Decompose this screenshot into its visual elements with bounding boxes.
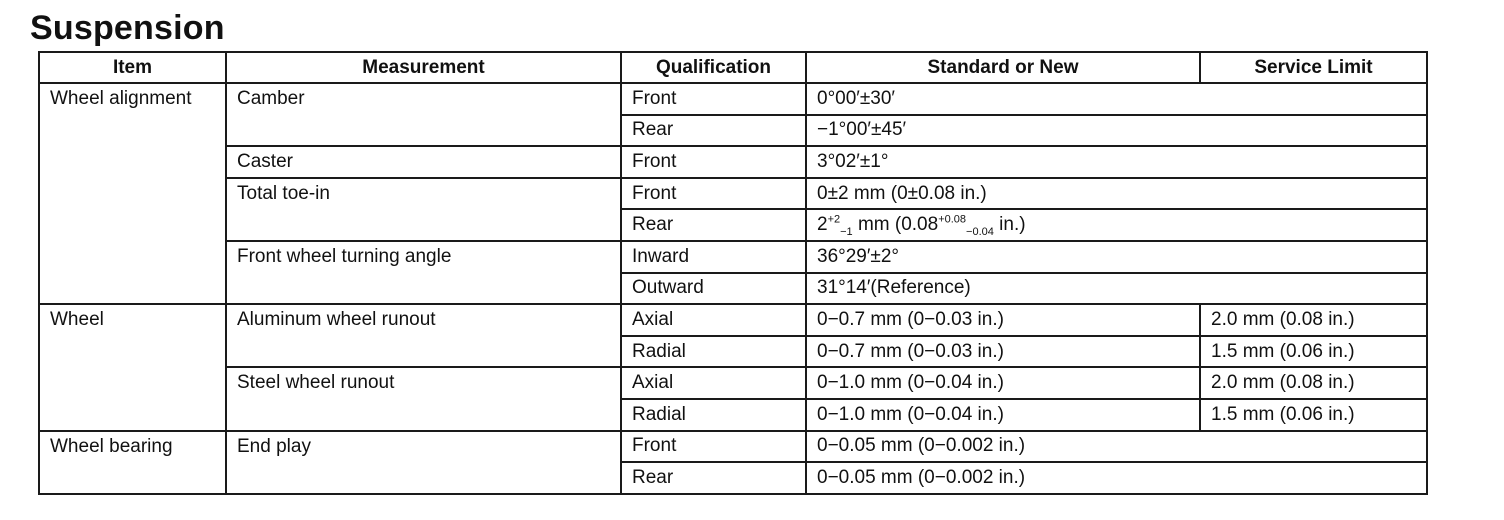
- qualification-cell: Inward: [621, 241, 806, 273]
- measurement-cell: Front wheel turning angle: [226, 241, 621, 304]
- toe-in-rear-base: 2: [817, 214, 828, 236]
- measurement-cell: Aluminum wheel runout: [226, 304, 621, 367]
- standard-cell: 0±2 mm (0±0.08 in.): [806, 178, 1427, 210]
- header-standard: Standard or New: [806, 52, 1200, 83]
- service-limit-cell: 1.5 mm (0.06 in.): [1200, 399, 1427, 431]
- header-service-limit: Service Limit: [1200, 52, 1427, 83]
- measurement-cell: Steel wheel runout: [226, 367, 621, 430]
- standard-cell: 0°00′±30′: [806, 83, 1427, 115]
- standard-cell: 0−0.7 mm (0−0.03 in.): [806, 304, 1200, 336]
- table-row: [39, 367, 1427, 399]
- standard-cell: [806, 209, 1427, 241]
- qualification-cell: Front: [621, 146, 806, 178]
- standard-cell: 0−1.0 mm (0−0.04 in.): [806, 399, 1200, 431]
- service-limit-cell: 1.5 mm (0.06 in.): [1200, 336, 1427, 368]
- standard-cell: 3°02′±1°: [806, 146, 1427, 178]
- standard-cell: 36°29′±2°: [806, 241, 1427, 273]
- qualification-cell: Radial: [621, 336, 806, 368]
- table-row: [39, 304, 1427, 336]
- table-header-row: [39, 52, 1427, 83]
- toe-in-rear-sub2: −0.04: [966, 225, 994, 238]
- qualification-cell: Axial: [621, 367, 806, 399]
- qualification-cell: Front: [621, 83, 806, 115]
- qualification-cell: Front: [621, 178, 806, 210]
- service-limit-cell: 2.0 mm (0.08 in.): [1200, 367, 1427, 399]
- qualification-cell: Radial: [621, 399, 806, 431]
- toe-in-rear-sup: +2: [827, 213, 841, 226]
- item-cell: Wheel bearing: [39, 431, 226, 494]
- qualification-cell: Rear: [621, 462, 806, 494]
- standard-cell: 0−1.0 mm (0−0.04 in.): [806, 367, 1200, 399]
- toe-in-rear-sub: −1: [840, 225, 853, 238]
- table-row: [39, 178, 1427, 210]
- qualification-cell: Front: [621, 431, 806, 463]
- toe-in-rear-mid: mm (0.08: [852, 214, 939, 236]
- table-row: [39, 431, 1427, 463]
- item-cell: Wheel: [39, 304, 226, 430]
- measurement-cell: Total toe-in: [226, 178, 621, 241]
- header-item: Item: [39, 52, 226, 83]
- measurement-cell: Caster: [226, 146, 621, 178]
- qualification-cell: Rear: [621, 209, 806, 241]
- page-title: Suspension: [30, 9, 225, 47]
- table-row: [39, 83, 1427, 115]
- standard-cell: 31°14′(Reference): [806, 273, 1427, 305]
- measurement-cell: Camber: [226, 83, 621, 146]
- table-row: [39, 241, 1427, 273]
- standard-cell: 0−0.05 mm (0−0.002 in.): [806, 431, 1427, 463]
- header-measurement: Measurement: [226, 52, 621, 83]
- qualification-cell: Axial: [621, 304, 806, 336]
- table-row: [39, 146, 1427, 178]
- item-cell: Wheel alignment: [39, 83, 226, 304]
- measurement-cell: End play: [226, 431, 621, 494]
- toe-in-rear-end: in.): [993, 214, 1026, 236]
- standard-cell: 0−0.7 mm (0−0.03 in.): [806, 336, 1200, 368]
- standard-cell: −1°00′±45′: [806, 115, 1427, 147]
- qualification-cell: Rear: [621, 115, 806, 147]
- standard-cell: 0−0.05 mm (0−0.002 in.): [806, 462, 1427, 494]
- qualification-cell: Outward: [621, 273, 806, 305]
- service-limit-cell: 2.0 mm (0.08 in.): [1200, 304, 1427, 336]
- suspension-spec-table: [38, 51, 1428, 495]
- toe-in-rear-sup2: +0.08: [938, 213, 967, 226]
- header-qualification: Qualification: [621, 52, 806, 83]
